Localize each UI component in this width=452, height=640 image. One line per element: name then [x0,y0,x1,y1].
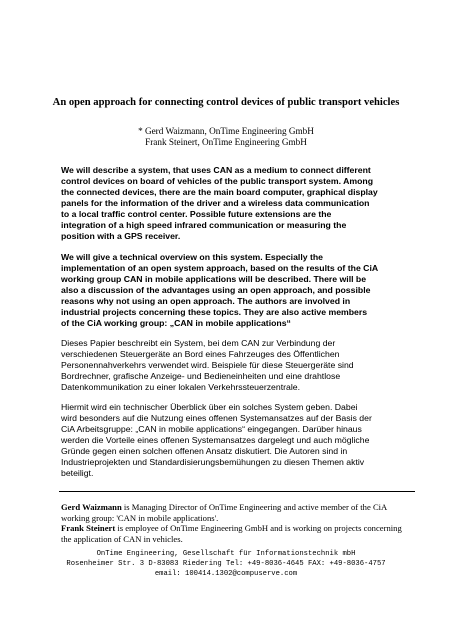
author-line: Frank Steinert, OnTime Engineering GmbH [145,137,307,147]
footer-address: Rosenheimer Str. 3 D-83083 Riedering Tel: +49-8036-4645 FAX: +49-8036-4757 [66,560,386,569]
author-line: * Gerd Waizmann, OnTime Engineering GmbH [138,126,314,136]
text-line: integration of a high speed infrared communication or measuring the [61,220,347,231]
text-line: We will give a technical overview on this system. Especially the [61,252,324,262]
footer-email: email: 100414.1302@compuserve.com [154,570,298,579]
bio-text: is Managing Director of OnTime Engineering and active member of the CiA [121,502,388,512]
text-line: working group CAN in mobile applications will be described. There will be [61,274,367,285]
text-line: of the CiA working group: „CAN in mobile applications“ [61,318,291,329]
company-footer [0,549,452,580]
author-name: Gerd Waizmann [61,502,122,512]
abstract-german-paragraph-1 [61,338,416,393]
bio-line: the application of CAN in vehicles. [61,533,183,544]
author-list [0,126,452,148]
bio-line: working group: 'CAN in mobile applications'. [61,512,219,523]
abstract-german-paragraph-2 [61,402,416,479]
author-name: Frank Steinert [61,523,116,534]
bio-line [61,502,421,513]
text-line: wird besonders auf die Nutzung eines offenen Systemansatzes auf der Basis der [61,413,372,424]
text-line: control devices on board of vehicles of the public transport system. Among [61,176,373,187]
text-line: reasons why not using an open approach. The authors are involved in [61,296,351,307]
text-line: to a local traffic control center. Possible future extensions are the [61,209,332,220]
author-bios [61,502,421,544]
text-line: implementation of an open system approach, based on the results of the CiA [61,263,379,274]
text-line: Dieses Papier beschreibt ein System, bei dem CAN zur Verbindung der [61,338,336,348]
text-line: Gründe gegen einen solchen offenen Ansatz diskutiert. Die Autoren sind in [61,446,348,457]
text-line: position with a GPS receiver. [61,231,181,242]
text-line: CiA Arbeitsgruppe: „CAN in mobile applications“ eingegangen. Darüber hinaus [61,424,362,435]
abstract-english-paragraph-2 [61,252,416,329]
text-line: Bordrechner, grafische Anzeige- und Bedieneinheiten und eine drahtlose [61,371,341,382]
text-line: Hiermit wird ein technischer Überblick über ein solches System geben. Dabei [61,402,358,412]
text-line: We will describe a system, that uses CAN as a medium to connect different [61,165,371,175]
footer-company: OnTime Engineering, Gesellschaft für Informationstechnik mbH [96,550,356,558]
text-line: Industrieprojekten und Standardisierungsbemühungen zu diesen Themen aktiv [61,457,365,468]
text-line: panels for the information of the driver and a wireless data communication [61,198,370,209]
bio-line [61,523,421,534]
bio-text: is employee of OnTime Engineering GmbH and is working on projects concerning [115,523,402,534]
text-line: the connected devices, there are the main board computer, graphical display [61,187,378,198]
text-line: industrial projects concerning these topics. They are also active members [61,307,368,318]
text-line: beteiligt. [61,468,94,479]
text-line: Personennahverkehrs verwendet wird. Beispiele für diese Steuergeräte sind [61,360,354,371]
separator-line [59,491,415,492]
abstract-english-paragraph-1 [61,165,416,242]
text-line: also a discussion of the advantages using an open approach, and possible [61,285,371,296]
text-line: verschiedenen Steuergeräte an Bord eines Fahrzeuges des Öffentlichen [61,349,340,360]
text-line: werden die Vorteile eines offenen Systemansatzes dargelegt und auch mögliche [61,435,370,446]
paper-title: An open approach for connecting control devices of public transport vehicles [52,97,400,108]
text-line: Datenkommunikation zu einer lokalen Verkehrssteuerzentrale. [61,382,301,393]
